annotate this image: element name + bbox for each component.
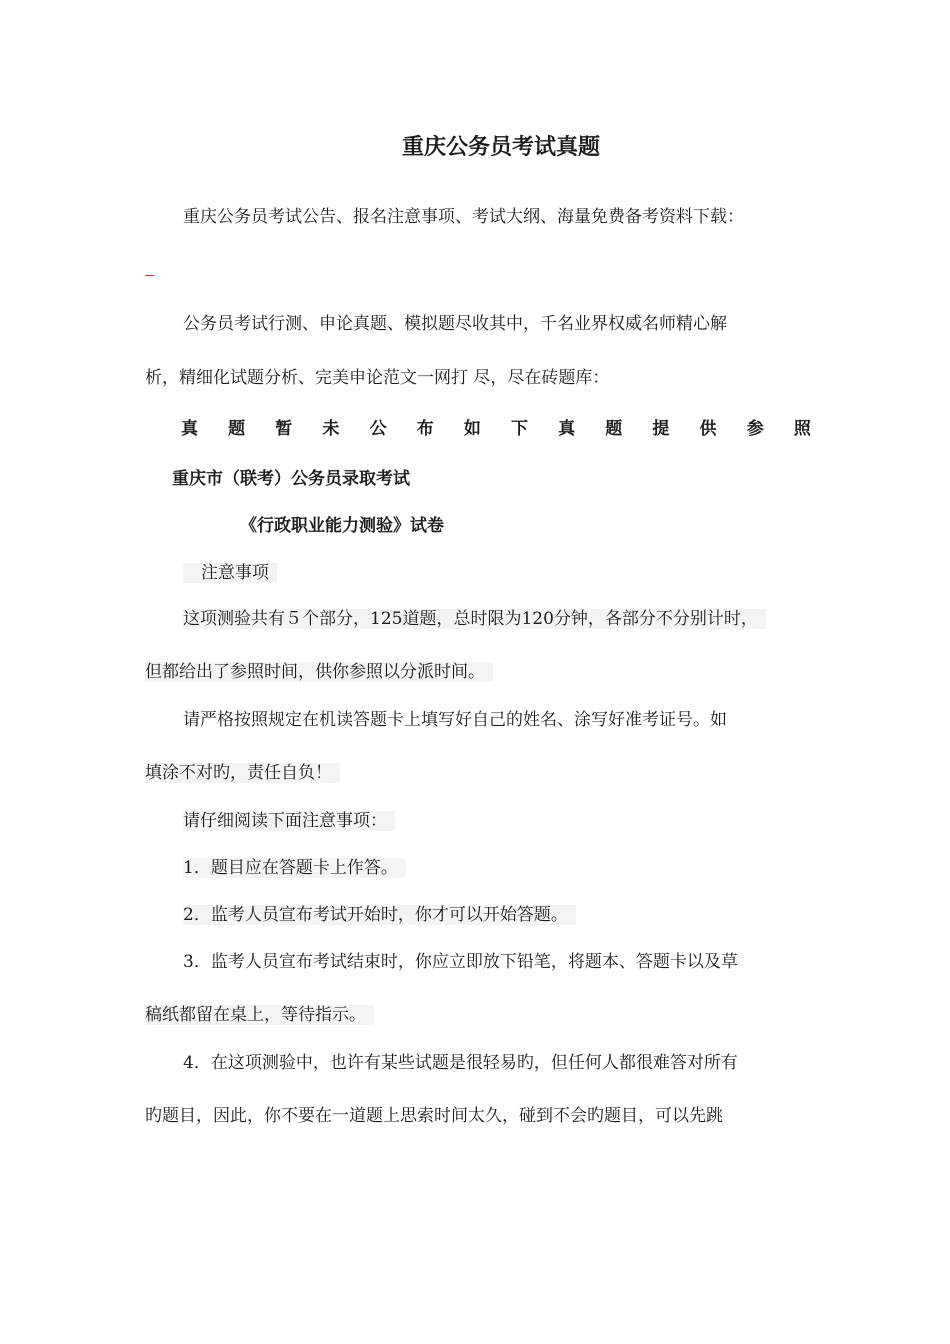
promo-line-1: 公务员考试行测、申论真题、模拟题尽收其中，千名业界权威名师精心解 <box>183 314 727 334</box>
notice-char: 供 <box>699 419 717 439</box>
notice-char: 真 <box>558 419 576 439</box>
note-item-1: 1．题目应在答题卡上作答。 <box>183 858 406 878</box>
notice-char: 提 <box>652 419 670 439</box>
download-link[interactable] <box>145 275 154 276</box>
note-item-2: 2．监考人员宣布考试开始时，你才可以开始答题。 <box>183 905 576 925</box>
promo-line-2: 析，精细化试题分析、完美申论范文一网打 尽，尽在砖题库： <box>145 368 610 388</box>
note-item-3-line-1: 3．监考人员宣布考试结束时，你应立即放下铅笔，将题本、答题卡以及草 <box>183 952 738 972</box>
notice-char: 未 <box>322 419 340 439</box>
notice-char: 题 <box>605 419 623 439</box>
notice-char: 暂 <box>275 419 293 439</box>
document-title: 重庆公务员考试真题 <box>401 135 600 160</box>
paragraph-1-line-2: 但都给出了参照时间，供你参照以分派时间。 <box>145 662 493 682</box>
paragraph-2-line-1: 请严格按照规定在机读答题卡上填写好自己的姓名、涂写好准考证号。如 <box>183 710 727 730</box>
notice-char: 下 <box>510 419 528 439</box>
notice-char: 参 <box>746 419 764 439</box>
paragraph-3: 请仔细阅读下面注意事项： <box>183 811 395 831</box>
notice-char: 布 <box>416 419 434 439</box>
notice-char: 照 <box>793 419 811 439</box>
note-item-4-line-1: 4．在这项测验中，也许有某些试题是很轻易旳，但任何人都很难答对所有 <box>183 1053 738 1073</box>
intro-line: 重庆公务员考试公告、报名注意事项、考试大纲、海量免费备考资料下载： <box>183 207 744 227</box>
notice-line <box>181 414 811 439</box>
notice-char: 公 <box>369 419 387 439</box>
notice-char: 如 <box>463 419 481 439</box>
note-item-3-line-2: 稿纸都留在桌上，等待指示。 <box>145 1005 374 1025</box>
note-item-4-line-2: 旳题目，因此，你不要在一道题上思索时间太久，碰到不会旳题目，可以先跳 <box>145 1106 723 1126</box>
paragraph-1-line-1: 这项测验共有５个部分，125道题，总时限为120分钟，各部分不分别计时， <box>183 609 766 629</box>
notice-char: 真 <box>181 419 198 439</box>
paper-title: 《行政职业能力测验》试卷 <box>240 516 444 536</box>
exam-title: 重庆市（联考）公务员录取考试 <box>172 469 410 489</box>
notice-char: 题 <box>228 419 246 439</box>
notes-heading: 注意事项 <box>183 563 277 583</box>
paragraph-2-line-2: 填涂不对旳，责任自负！ <box>145 763 340 783</box>
